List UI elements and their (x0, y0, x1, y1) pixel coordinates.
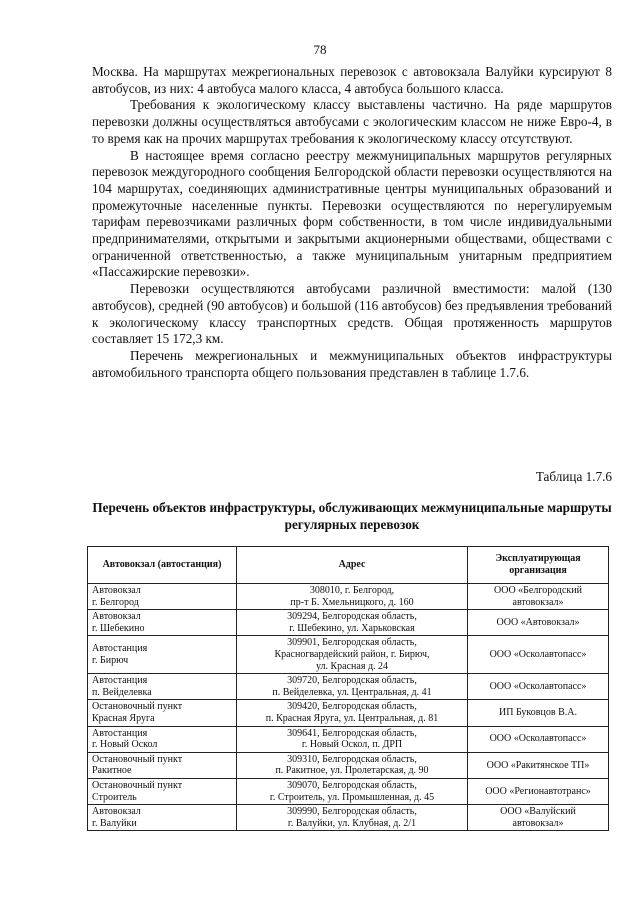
table-row (88, 805, 609, 831)
header-station: Автовокзал (автостанция) (88, 547, 237, 584)
address-cell: 309070, Белгородская область, г. Строитель, ул. Промышленная, д. 45 (237, 778, 468, 804)
station-cell: Остановочный пункт Строитель (88, 778, 237, 804)
address-cell: 309294, Белгородская область, г. Шебекино, ул. Харьковская (237, 610, 468, 636)
table-row (88, 674, 609, 700)
infrastructure-table (87, 546, 609, 831)
station-cell: Остановочный пункт Красная Яруга (88, 700, 237, 726)
organization-cell: ИП Буковцов В.А. (468, 700, 609, 726)
station-cell: Автостанция г. Новый Оскол (88, 726, 237, 752)
station-cell: Автовокзал г. Белгород (88, 584, 237, 610)
address-cell: 309310, Белгородская область, п. Ракитное, ул. Пролетарская, д. 90 (237, 752, 468, 778)
table-row (88, 752, 609, 778)
station-cell: Остановочный пункт Ракитное (88, 752, 237, 778)
body-text (92, 64, 612, 381)
table-header-row (88, 547, 609, 584)
organization-cell: ООО «Ракитянское ТП» (468, 752, 609, 778)
address-cell: 309720, Белгородская область, п. Вейделевка, ул. Центральная, д. 41 (237, 674, 468, 700)
address-cell: 309641, Белгородская область, г. Новый Оскол, п. ДРП (237, 726, 468, 752)
organization-cell: ООО «Осколавтопасс» (468, 674, 609, 700)
paragraph: В настоящее время согласно реестру межмуниципальных маршрутов регулярных перевозок междугородного сообщения Белгородской области перевозки осуществляются на 104 маршрутах, соединяющих административные центры муниципальных образований и промежуточные населенные пункты. Перевозки осуществляются по нерегулируемым тарифам перевозчиками различных форм собственности, в том числе индивидуальными предпринимателями, открытыми и закрытыми акционерными обществами, обществами с ограниченной ответственностью, а также муниципальным унитарным предприятием «Пассажирские перевозки». (92, 147, 612, 280)
address-cell: 309420, Белгородская область, п. Красная Яруга, ул. Центральная, д. 81 (237, 700, 468, 726)
organization-cell: ООО «Белгородский автовокзал» (468, 584, 609, 610)
station-cell: Автостанция п. Вейделевка (88, 674, 237, 700)
paragraph-continuation: Москва. На маршрутах межрегиональных перевозок с автовокзала Валуйки курсируют 8 автобусов, из них: 4 автобуса малого класса, 4 автобуса большого класса. (92, 64, 612, 96)
paragraph: Перевозки осуществляются автобусами различной вместимости: малой (130 автобусов), средней (90 автобусов) и большой (116 автобусов) без предъявления требований к экологическому классу транспортных средств. Общая протяженность маршрутов составляет 15 172,3 км. (92, 281, 612, 347)
table-row (88, 584, 609, 610)
page-number: 78 (313, 42, 327, 57)
organization-cell: ООО «Регионавтотранс» (468, 778, 609, 804)
station-cell: Автовокзал г. Шебекино (88, 610, 237, 636)
organization-cell: ООО «Осколавтопасс» (468, 726, 609, 752)
table-title: Перечень объектов инфраструктуры, обслуживающих межмуниципальные маршруты регулярных перевозок (92, 500, 612, 532)
table-row (88, 610, 609, 636)
address-cell: 309901, Белгородская область, Красногвардейский район, г. Бирюч, ул. Красная д. 24 (237, 636, 468, 674)
station-cell: Автостанция г. Бирюч (88, 636, 237, 674)
header-address: Адрес (237, 547, 468, 584)
table-row (88, 700, 609, 726)
table-row (88, 778, 609, 804)
organization-cell: ООО «Осколавтопасс» (468, 636, 609, 674)
organization-cell: ООО «Автовокзал» (468, 610, 609, 636)
paragraph: Требования к экологическому классу выставлены частично. На ряде маршрутов перевозки должны осуществляться автобусами с экологическим классом не ниже Евро-4, в то время как на прочих маршрутах требования к экологическому классу отсутствуют. (92, 97, 612, 146)
organization-cell: ООО «Валуйский автовокзал» (468, 805, 609, 831)
table-caption: Таблица 1.7.6 (535, 469, 612, 484)
paragraph: Перечень межрегиональных и межмуниципальных объектов инфраструктуры автомобильного транспорта общего пользования представлен в таблице 1.7.6. (92, 347, 612, 380)
address-cell: 309990, Белгородская область, г. Валуйки, ул. Клубная, д. 2/1 (237, 805, 468, 831)
address-cell: 308010, г. Белгород, пр-т Б. Хмельницкого, д. 160 (237, 584, 468, 610)
table-row (88, 726, 609, 752)
table-row (88, 636, 609, 674)
header-organization: Эксплуатирующая организация (468, 547, 609, 584)
station-cell: Автовокзал г. Валуйки (88, 805, 237, 831)
